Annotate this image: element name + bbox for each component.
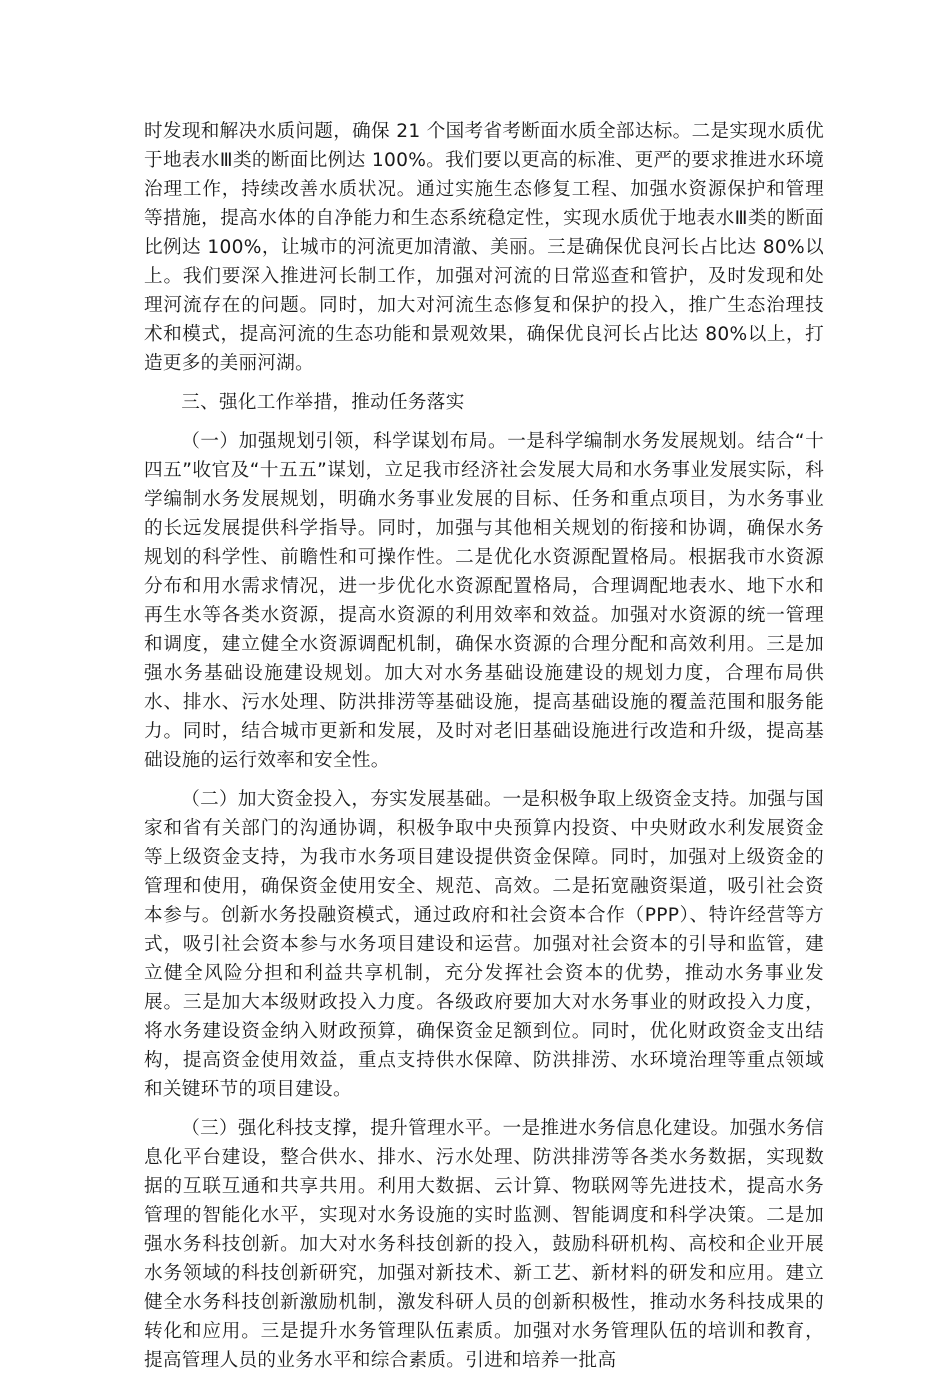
paragraph-water-quality-targets: 时发现和解决水质问题，确保 21 个国考省考断面水质全部达标。二是实现水质优于地表水Ⅲ类的断面比例达 100%。我们要以更高的标准、更严的要求推进水环境治理工作，持续改善水质状况。通过实施生态修复工程、加强水资源保护和管理等措施，提高水体的自净能力和生态系统稳定性，实现水质优于地表水Ⅲ类的断面比例达 100%，让城市的河流更加清澈、美丽。三是确保优良河长占比达 80%以上。我们要深入推进河长制工作，加强对河流的日常巡查和管护，及时发现和处理河流存在的问题。同时，加大对河流生态修复和保护的投入，推广生态治理技术和模式，提高河流的生态功能和景观效果，确保优良河长占比达 80%以上，打造更多的美丽河湖。: [144, 121, 824, 374]
paragraph-technology: （三）强化科技支撑，提升管理水平。一是推进水务信息化建设。加强水务信息化平台建设，整合供水、排水、污水处理、防洪排涝等各类水务数据，实现数据的互联互通和共享共用。利用大数据、云计算、物联网等先进技术，提高水务管理的智能化水平，实现对水务设施的实时监测、智能调度和科学决策。二是加强水务科技创新。加大对水务科技创新的投入，鼓励科研机构、高校和企业开展水务领域的科技创新研究，加强对新技术、新工艺、新材料的研发和应用。建立健全水务科技创新激励机制，激发科研人员的创新积极性，推动水务科技成果的转化和应用。三是提升水务管理队伍素质。加强对水务管理队伍的培训和教育，提高管理人员的业务水平和综合素质。引进和培养一批高: [144, 1118, 824, 1371]
paragraph-funding: （二）加大资金投入，夯实发展基础。一是积极争取上级资金支持。加强与国家和省有关部门的沟通协调，积极争取中央预算内投资、中央财政水利发展资金等上级资金支持，为我市水务项目建设提供资金保障。同时，加强对上级资金的管理和使用，确保资金使用安全、规范、高效。二是拓宽融资渠道，吸引社会资本参与。创新水务投融资模式，通过政府和社会资本合作（PPP）、特许经营等方式，吸引社会资本参与水务项目建设和运营。加强对社会资本的引导和监管，建立健全风险分担和利益共享机制，充分发挥社会资本的优势，推动水务事业发展。三是加大本级财政投入力度。各级政府要加大对水务事业的财政投入力度，将水务建设资金纳入财政预算，确保资金足额到位。同时，优化财政资金支出结构，提高资金使用效益，重点支持供水保障、防洪排涝、水环境治理等重点领域和关键环节的项目建设。: [144, 789, 824, 1100]
paragraph-planning: （一）加强规划引领，科学谋划布局。一是科学编制水务发展规划。结合“十四五”收官及“十五五”谋划，立足我市经济社会发展大局和水务事业发展实际，科学编制水务发展规划，明确水务事业发展的目标、任务和重点项目，为水务事业的长远发展提供科学指导。同时，加强与其他相关规划的衔接和协调，确保水务规划的科学性、前瞻性和可操作性。二是优化水资源配置格局。根据我市水资源分布和用水需求情况，进一步优化水资源配置格局，合理调配地表水、地下水和再生水等各类水资源，提高水资源的利用效率和效益。加强对水资源的统一管理和调度，建立健全水资源调配机制，确保水资源的合理分配和高效利用。三是加强水务基础设施建设规划。加大对水务基础设施建设的规划力度，合理布局供水、排水、污水处理、防洪排涝等基础设施，提高基础设施的覆盖范围和服务能力。同时，结合城市更新和发展，及时对老旧基础设施进行改造和升级，提高基础设施的运行效率和安全性。: [144, 431, 824, 771]
section-heading-three: 三、强化工作举措，推动任务落实: [181, 392, 465, 413]
document-body: [144, 117, 824, 1375]
